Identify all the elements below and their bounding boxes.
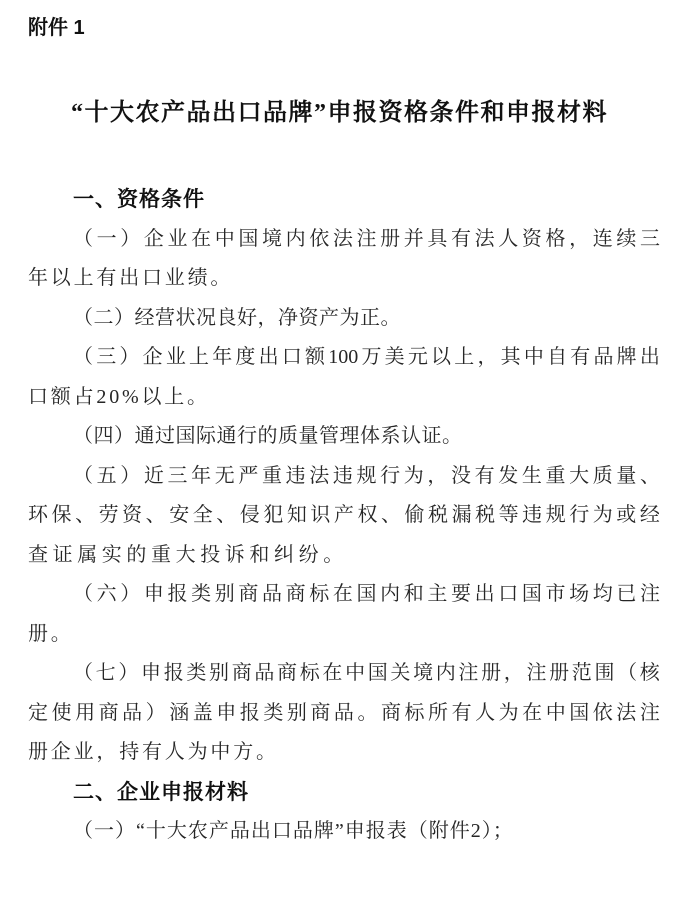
section-heading: 一、资格条件 — [73, 188, 205, 211]
paragraph-line: 年以上有出口业绩。 — [28, 267, 234, 289]
paragraph-line: （ 一 ） 企 业 在 中 国 境 内 依 法 注 册 并 具 有 法 人 资 格 ， 连 续 三 — [73, 227, 660, 250]
paragraph-line: 册。 — [28, 622, 74, 645]
section-heading: 二、企业申报材料 — [73, 780, 249, 804]
document-title: “十大农产品出口品牌”申报资格条件和申报材料 — [71, 100, 608, 126]
paragraph-line: （二）经营状况良好，净资产为正。 — [73, 306, 401, 329]
paragraph-line: （一）“十大农产品出口品牌”申报表（附件2）； — [73, 820, 514, 842]
paragraph-line: （ 五 ） 近 三 年 无 严 重 违 法 违 规 行 为 ， 没 有 发 生 重 大 质 量 、 — [73, 464, 660, 487]
paragraph-line: （ 三 ） 企 业 上 年 度 出 口 额 100 万 美 元 以 上 ， 其 中 自 有 品 牌 出 — [73, 346, 660, 368]
paragraph-line: 定 使 用 商 品 ） 涵 盖 申 报 类 别 商 品 。 商 标 所 有 人 为 在 中 国 依 法 注 — [28, 701, 660, 724]
paragraph-line: 口额占20%以上。 — [28, 385, 210, 408]
document-body — [28, 180, 660, 852]
paragraph-line: 查证属实的重大投诉和纠纷。 — [28, 543, 348, 566]
paragraph-line: 环 保 、 劳 资 、 安 全 、 侵 犯 知 识 产 权 、 偷 税 漏 税 等 违 规 行 为 或 经 — [28, 504, 660, 526]
paragraph-line: 册企业，持有人为中方。 — [28, 741, 279, 763]
paragraph-line: （ 七 ） 申 报 类 别 商 品 商 标 在 中 国 关 境 内 注 册 ， 注 册 范 围 （ 核 — [73, 662, 660, 684]
paragraph-line: （ 六 ） 申 报 类 别 商 品 商 标 在 国 内 和 主 要 出 口 国 市 场 均 已 注 — [73, 583, 660, 605]
attachment-label: 附件 1 — [28, 17, 85, 39]
paragraph-line: （四）通过国际通行的质量管理体系认证。 — [73, 425, 463, 447]
